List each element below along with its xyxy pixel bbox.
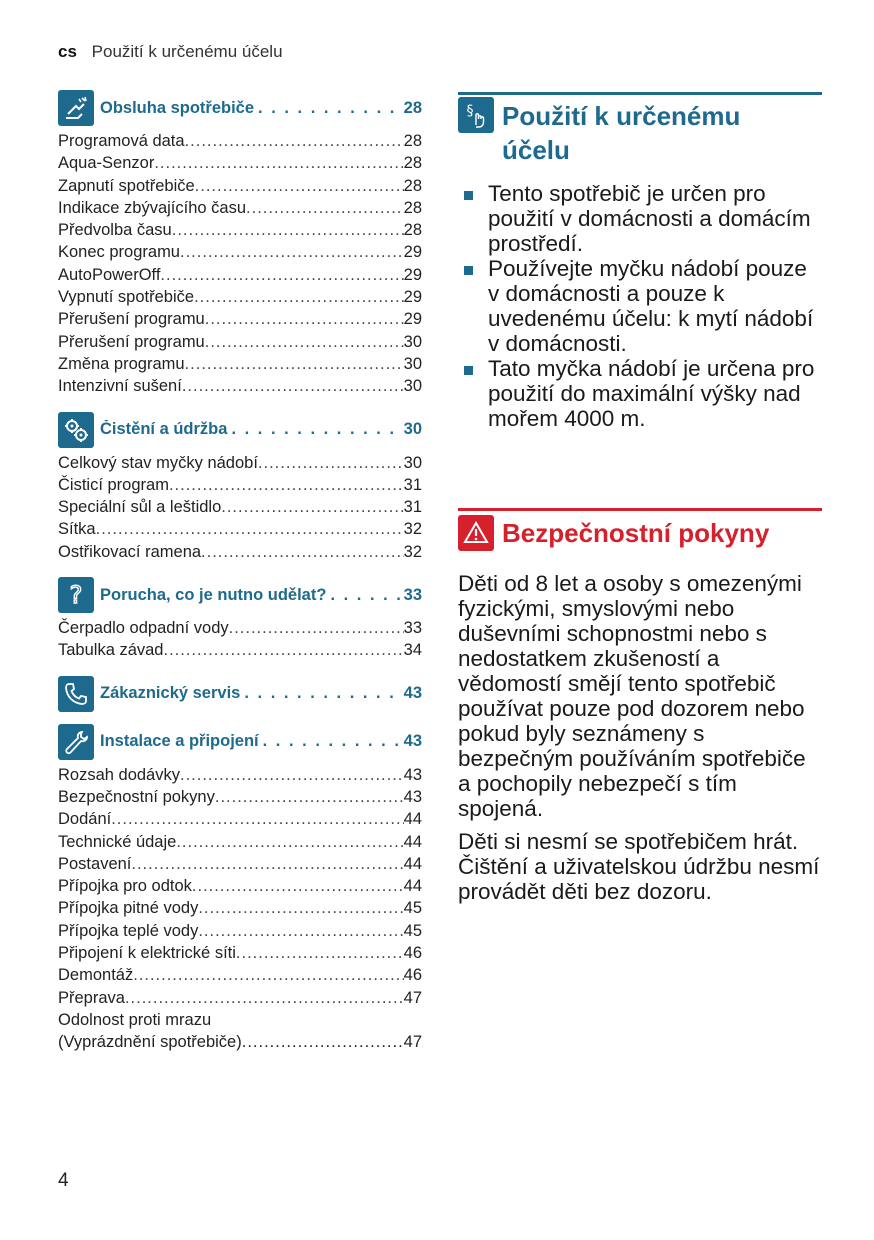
toc-entry[interactable]: Speciální sůl a leštidlo ..... 31 bbox=[58, 496, 422, 518]
toc-entry[interactable]: Bezpečnostní pokyny ..... 43 bbox=[58, 786, 422, 808]
svg-text:?: ? bbox=[69, 581, 83, 610]
list-item: Tento spotřebič je určen pro použití v domácnosti a domácím prostředí. bbox=[458, 181, 822, 256]
gears-maintenance-icon bbox=[58, 412, 94, 448]
toc-entries bbox=[58, 130, 422, 398]
toc-entry[interactable]: Předvolba času ..... 28 bbox=[58, 219, 422, 241]
section-heading: Bezpečnostní pokyny bbox=[502, 517, 770, 548]
svg-text:§: § bbox=[466, 103, 474, 119]
toc-section-page: 43 bbox=[403, 732, 422, 751]
toc-entry[interactable]: Vypnutí spotřebiče ..... 29 bbox=[58, 286, 422, 308]
toc-entry[interactable]: AutoPowerOff ..... 29 bbox=[58, 264, 422, 286]
intended-use-section bbox=[458, 92, 822, 431]
toc-entry[interactable]: Tabulka závad ..... 34 bbox=[58, 639, 422, 661]
toc-section-page: 28 bbox=[403, 98, 422, 117]
toc-section-operation[interactable] bbox=[58, 90, 422, 126]
toc-section-title: Čistění a údržba bbox=[100, 420, 228, 439]
toc-section-cleaning[interactable] bbox=[58, 412, 422, 448]
toc-section-page: 43 bbox=[403, 684, 422, 703]
paragraph-hand-icon bbox=[458, 97, 494, 133]
safety-paragraph: Děti si nesmí se spotřebičem hrát. Čištění a uživatelskou údržbu nesmí provádět děti bez dozoru. bbox=[458, 829, 820, 904]
toc-entry[interactable]: Sítka ..... 32 bbox=[58, 518, 422, 540]
toc-entry[interactable]: Přípojka pitné vody ..... 45 bbox=[58, 897, 422, 919]
toc-entries bbox=[58, 617, 422, 662]
toc-entry[interactable]: Celkový stav myčky nádobí ..... 30 bbox=[58, 452, 422, 474]
toc-entry[interactable]: Postavení ..... 44 bbox=[58, 853, 422, 875]
toc-section-title: Instalace a připojení bbox=[100, 732, 259, 751]
toc-section-troubleshooting[interactable] bbox=[58, 577, 422, 613]
toc-entries bbox=[58, 452, 422, 563]
toc-entry[interactable]: Dodání ..... 44 bbox=[58, 808, 422, 830]
toc-entry[interactable]: Změna programu ..... 30 bbox=[58, 353, 422, 375]
toc-entry[interactable]: Aqua-Senzor ..... 28 bbox=[58, 152, 422, 174]
page-number: 4 bbox=[58, 1170, 69, 1191]
toc-entries bbox=[58, 764, 422, 1054]
toc-section-title: Zákaznický servis bbox=[100, 684, 241, 703]
safety-paragraph: Děti od 8 let a osoby s omezenými fyzickými, smyslovými nebo duševními schopnostmi nebo s nedostatkem zkušeností a vědomostí smějí tento spotřebič používat pouze pod dozorem nebo pokud byly seznámeny s bezpečným používáním spotřebiče a pochopily nebezpečí s tím spojená. bbox=[458, 571, 806, 821]
phone-icon bbox=[58, 676, 94, 712]
toc-section-customer-service[interactable] bbox=[58, 676, 422, 712]
warning-triangle-icon bbox=[458, 515, 494, 551]
toc-entry[interactable]: Odolnost proti mrazu (Vyprázdnění spotřebiče) ..... 47 bbox=[58, 1009, 422, 1054]
section-heading: Použití k určenému účelu bbox=[502, 101, 741, 165]
toc-entry[interactable]: Připojení k elektrické síti ..... 46 bbox=[58, 942, 422, 964]
toc-entry[interactable]: Demontáž ..... 46 bbox=[58, 964, 422, 986]
toc-entry[interactable]: Technické údaje ..... 44 bbox=[58, 831, 422, 853]
table-of-contents bbox=[58, 90, 422, 1054]
bullet-list bbox=[458, 181, 822, 431]
toc-entry[interactable]: Programová data ..... 28 bbox=[58, 130, 422, 152]
hand-operation-icon bbox=[58, 90, 94, 126]
header-title: Použití k určenému účelu bbox=[91, 42, 283, 61]
toc-entry[interactable]: Intenzivní sušení ..... 30 bbox=[58, 375, 422, 397]
language-code: cs bbox=[58, 42, 77, 61]
list-item: Tato myčka nádobí je určena pro použití do maximální výšky nad mořem 4000 m. bbox=[458, 356, 822, 431]
toc-entry[interactable]: Čisticí program ..... 31 bbox=[58, 474, 422, 496]
toc-entry[interactable]: Přípojka pro odtok ..... 44 bbox=[58, 875, 422, 897]
toc-section-page: 33 bbox=[403, 585, 422, 604]
toc-entry[interactable]: Čerpadlo odpadní vody ..... 33 bbox=[58, 617, 422, 639]
list-item: Používejte myčku nádobí pouze v domácnosti a pouze k uvedenému účelu: k mytí nádobí v domácnosti. bbox=[458, 256, 822, 356]
question-mark-icon bbox=[58, 577, 94, 613]
wrench-icon bbox=[58, 724, 94, 760]
toc-entry[interactable]: Ostřikovací ramena ..... 32 bbox=[58, 541, 422, 563]
page-header bbox=[58, 42, 283, 62]
toc-section-page: 30 bbox=[403, 420, 422, 439]
toc-entry[interactable]: Konec programu ..... 29 bbox=[58, 241, 422, 263]
toc-entry[interactable]: Přípojka teplé vody ..... 45 bbox=[58, 920, 422, 942]
safety-section bbox=[458, 508, 822, 904]
toc-entry[interactable]: Rozsah dodávky ..... 43 bbox=[58, 764, 422, 786]
toc-entry[interactable]: Přerušení programu ..... 30 bbox=[58, 331, 422, 353]
toc-entry[interactable]: Přerušení programu ..... 29 bbox=[58, 308, 422, 330]
toc-section-installation[interactable] bbox=[58, 724, 422, 760]
toc-entry[interactable]: Přeprava ..... 47 bbox=[58, 987, 422, 1009]
toc-entry[interactable]: Zapnutí spotřebiče ..... 28 bbox=[58, 175, 422, 197]
toc-section-title: Porucha, co je nutno udělat? bbox=[100, 585, 327, 604]
toc-entry[interactable]: Indikace zbývajícího času ..... 28 bbox=[58, 197, 422, 219]
toc-section-title: Obsluha spotřebiče bbox=[100, 98, 255, 117]
